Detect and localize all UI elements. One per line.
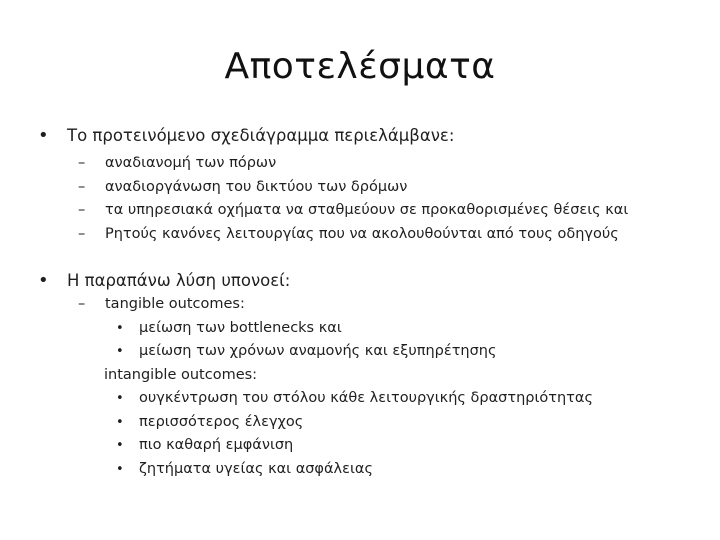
bullet-text: Το προτεινόμενο σχεδιάγραμμα περιελάμβανε: — [67, 126, 455, 145]
sub-item-text: αναδιοργάνωση του δικτύου των δρόμων — [105, 178, 408, 195]
sub-item-text: Ρητούς κανόνες λειτουργίας που να ακολουθούνται από τους οδηγούς — [105, 225, 619, 242]
bullet-marker: • — [116, 344, 124, 359]
sub-sub-item — [38, 340, 708, 364]
bullet-text: Η παραπάνω λύση υπονοεί: — [67, 271, 291, 290]
sub-item-text: αναδιανομή των πόρων — [105, 155, 277, 171]
dash-marker: – — [78, 202, 86, 218]
sub-sub-item — [38, 317, 708, 341]
sub-item-text: intangible outcomes: — [104, 366, 258, 383]
bullet-item — [38, 269, 708, 293]
bullet-marker: • — [116, 391, 124, 406]
bullet-marker: • — [38, 125, 49, 146]
sub-sub-item — [38, 458, 708, 482]
bullet-marker: • — [38, 270, 49, 291]
slide-title: Αποτελέσματα — [224, 46, 496, 87]
sub-sub-item-text: πιο καθαρή εμφάνιση — [139, 437, 294, 453]
bullet-item — [38, 124, 708, 148]
dash-marker: – — [78, 225, 86, 242]
sub-item-text: tangible outcomes: — [105, 296, 245, 312]
sub-sub-item-text: μείωση των bottlenecks και — [139, 319, 342, 336]
bullet-marker: • — [116, 414, 124, 430]
dash-marker: – — [78, 178, 86, 195]
sub-item — [38, 223, 708, 247]
sub-item-text: τα υπηρεσιακά οχήματα να σταθμεύουν σε προκαθορισμένες θέσεις και — [105, 202, 629, 218]
sub-sub-item-text: ουγκέντρωση του στόλου κάθε λειτουργικής δραστηριότητας — [139, 390, 593, 406]
sub-item — [38, 199, 708, 223]
sub-item — [38, 176, 708, 200]
sub-sub-item — [38, 434, 708, 458]
bullet-marker: • — [116, 461, 124, 477]
slide-content — [38, 124, 708, 481]
sub-item — [38, 152, 708, 176]
sub-sub-item — [38, 387, 708, 411]
sub-item — [38, 293, 708, 317]
sub-sub-item-text: περισσότερος έλεγχος — [139, 413, 304, 430]
sub-item — [38, 364, 708, 388]
bullet-marker: • — [116, 438, 124, 453]
sub-sub-item — [38, 411, 708, 435]
bullet-marker: • — [116, 320, 124, 336]
dash-marker: – — [78, 155, 86, 171]
sub-sub-item-text: μείωση των χρόνων αναμονής και εξυπηρέτησης — [139, 343, 497, 359]
dash-marker: – — [78, 296, 86, 312]
sub-sub-item-text: ζητήματα υγείας και ασφάλειας — [139, 460, 373, 477]
